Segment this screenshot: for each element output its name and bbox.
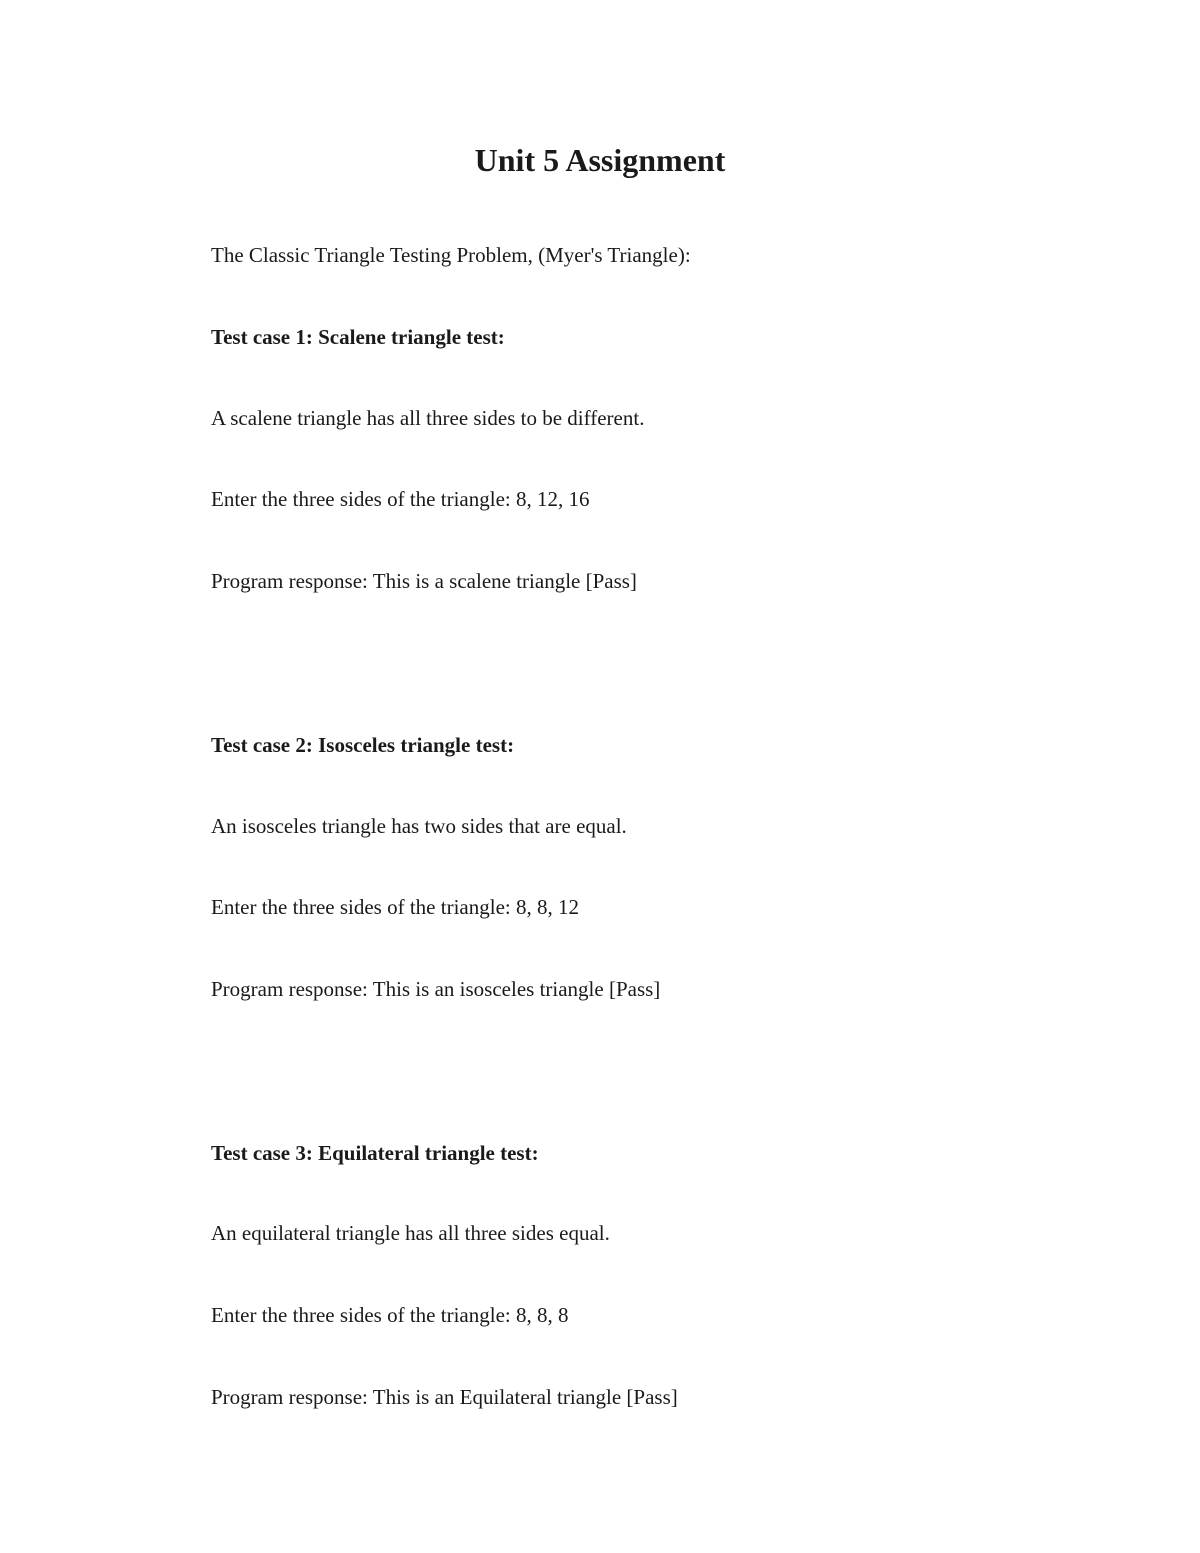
- test-case-2-description: An isosceles triangle has two sides that are equal.: [211, 814, 627, 838]
- test-case-3-description: An equilateral triangle has all three sides equal.: [211, 1221, 610, 1245]
- test-case-2-response: Program response: This is an isosceles triangle [Pass]: [211, 977, 661, 1001]
- document-title: Unit 5 Assignment: [474, 142, 726, 178]
- test-case-1-input: Enter the three sides of the triangle: 8, 12, 16: [211, 487, 590, 511]
- intro-text: The Classic Triangle Testing Problem, (Myer's Triangle):: [211, 243, 691, 267]
- test-case-3-response: Program response: This is an Equilateral triangle [Pass]: [211, 1385, 678, 1409]
- test-case-2-heading: Test case 2: Isosceles triangle test:: [211, 733, 515, 757]
- test-case-3-heading: Test case 3: Equilateral triangle test:: [211, 1141, 539, 1165]
- test-case-3-input: Enter the three sides of the triangle: 8, 8, 8: [211, 1303, 569, 1327]
- test-case-1-response: Program response: This is a scalene triangle [Pass]: [211, 569, 637, 593]
- test-case-1-heading: Test case 1: Scalene triangle test:: [211, 325, 505, 349]
- test-case-2-input: Enter the three sides of the triangle: 8, 8, 12: [211, 895, 579, 919]
- test-case-1-description: A scalene triangle has all three sides to be different.: [211, 406, 645, 430]
